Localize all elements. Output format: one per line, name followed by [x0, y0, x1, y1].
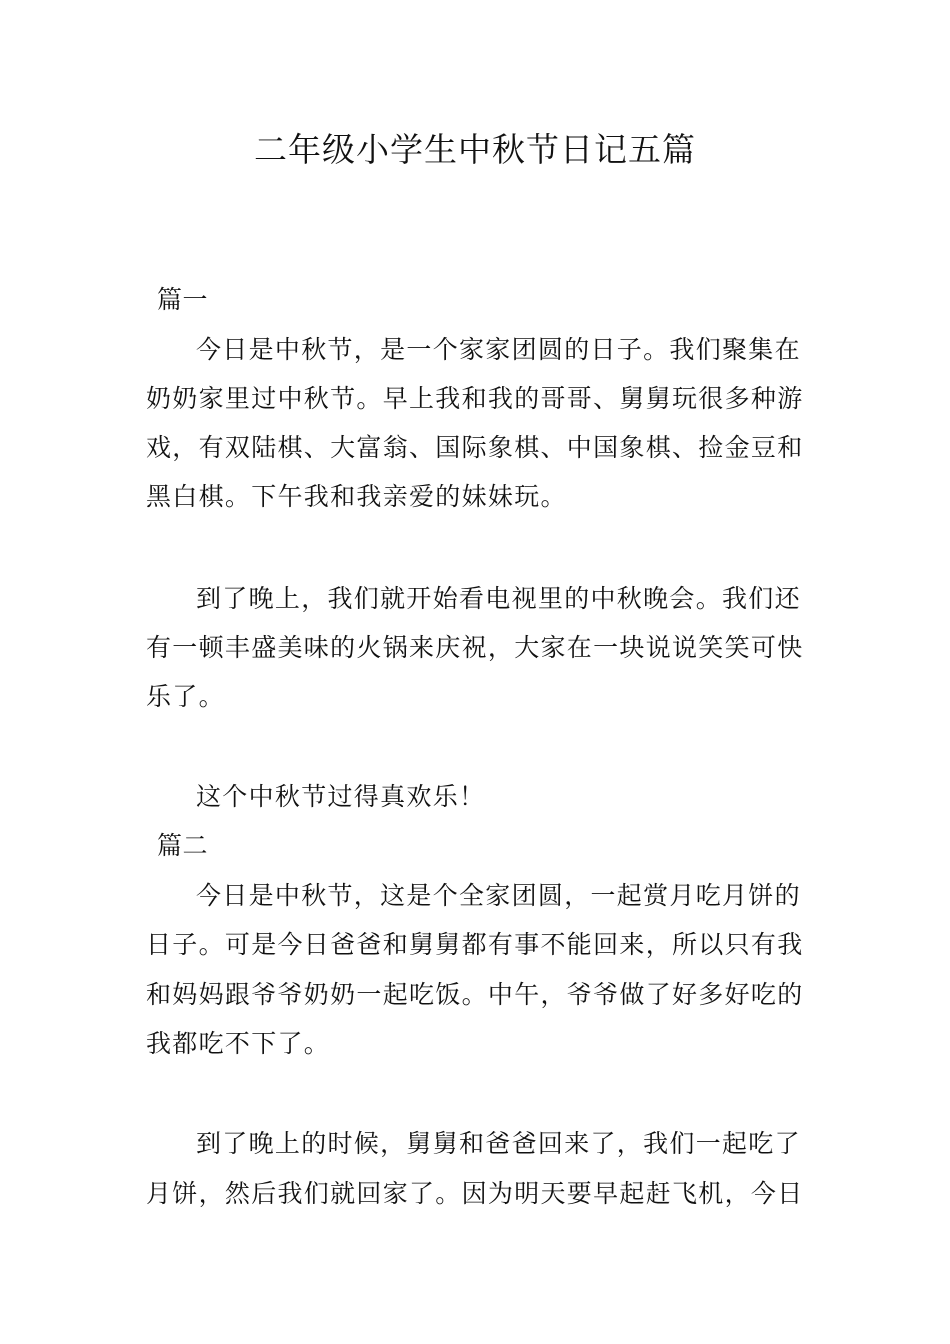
paragraph-line: 月饼，然后我们就回家了。因为明天要早起赶飞机，今日 — [146, 1179, 804, 1208]
paragraph-line: 和妈妈跟爷爷奶奶一起吃饭。中午，爷爷做了好多好吃的 — [146, 980, 804, 1009]
paragraph-line: 有一顿丰盛美味的火锅来庆祝，大家在一块说说笑笑可快 — [146, 633, 804, 662]
paragraph-line: 日子。可是今日爸爸和舅舅都有事不能回来，所以只有我 — [146, 930, 804, 959]
paragraph-line: 乐了。 — [146, 682, 225, 711]
paragraph-line: 今日是中秋节，这是个全家团圆，一起赏月吃月饼的 — [196, 881, 801, 910]
paragraph-line: 今日是中秋节，是一个家家团圆的日子。我们聚集在 — [196, 335, 801, 364]
paragraph-line: 奶奶家里过中秋节。早上我和我的哥哥、舅舅玩很多种游 — [146, 384, 804, 413]
paragraph-line: 戏，有双陆棋、大富翁、国际象棋、中国象棋、捡金豆和 — [146, 433, 804, 462]
section-heading-2: 篇二 — [157, 831, 209, 860]
paragraph-line: 到了晚上，我们就开始看电视里的中秋晚会。我们还 — [196, 584, 801, 613]
paragraph-line: 这个中秋节过得真欢乐！ — [196, 782, 486, 811]
paragraph-line: 到了晚上的时候，舅舅和爸爸回来了，我们一起吃了 — [196, 1129, 801, 1158]
paragraph-line: 我都吃不下了。 — [146, 1029, 331, 1058]
document-title: 二年级小学生中秋节日记五篇 — [254, 130, 696, 169]
section-heading-1: 篇一 — [157, 285, 209, 314]
paragraph-line: 黑白棋。下午我和我亲爱的妹妹玩。 — [146, 482, 567, 511]
